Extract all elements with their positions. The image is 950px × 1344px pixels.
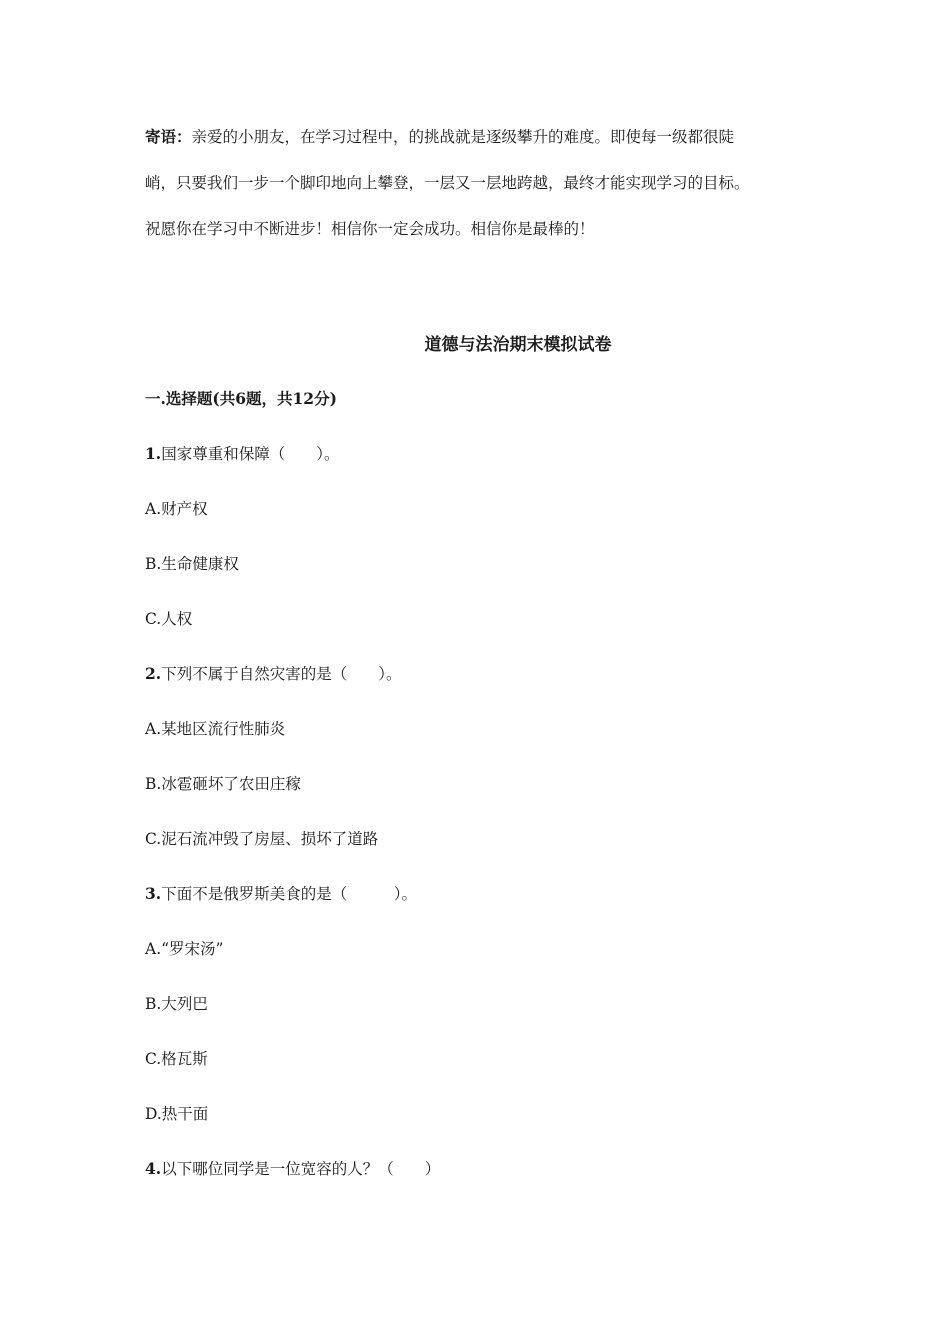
intro-label: 寄语：: [145, 127, 192, 146]
question-number: 1.: [145, 444, 162, 463]
intro-message: [145, 114, 825, 252]
question-2: [145, 664, 825, 719]
option-3d: D.热干面: [145, 1105, 209, 1123]
question-text: 以下哪位同学是一位宽容的人？（ ）: [161, 1160, 441, 1178]
intro-text-1: 亲爱的小朋友，在学习过程中，的挑战就是逐级攀升的难度。即使每一级都很陡: [191, 128, 735, 146]
option-1b: B.生命健康权: [145, 555, 239, 573]
option-3b: B.大列巴: [145, 995, 208, 1013]
question-4: [145, 1159, 825, 1214]
option-1a: A.财产权: [145, 500, 208, 518]
section-heading: 一.选择题(共6题，共12分): [145, 389, 337, 408]
intro-line-3: 祝愿你在学习中不断进步！相信你一定会成功。相信你是最棒的！: [145, 220, 595, 238]
option-3c: C.格瓦斯: [145, 1050, 208, 1068]
option-1c: C.人权: [145, 610, 193, 628]
question-text: 国家尊重和保障（ ）。: [161, 445, 340, 463]
question-text: 下面不是俄罗斯美食的是（ ）。: [161, 885, 417, 903]
exam-content: [145, 389, 825, 1214]
question-number: 3.: [145, 884, 162, 903]
option-2c: C.泥石流冲毁了房屋、损坏了道路: [145, 830, 379, 848]
option-2a: A.某地区流行性肺炎: [145, 720, 286, 738]
option-3a: A.“罗宋汤”: [145, 940, 224, 958]
intro-line-2: 峭，只要我们一步一个脚印地向上攀登，一层又一层地跨越，最终才能实现学习的目标。: [145, 174, 750, 192]
intro-line-1: [145, 114, 825, 160]
option-2b: B.冰雹砸坏了农田庄稼: [145, 775, 301, 793]
question-text: 下列不属于自然灾害的是（ ）。: [161, 665, 402, 683]
question-1: [145, 444, 825, 499]
question-number: 2.: [145, 664, 162, 683]
question-3: [145, 884, 825, 939]
exam-title: 道德与法治期末模拟试卷: [424, 335, 612, 355]
question-number: 4.: [145, 1159, 162, 1178]
